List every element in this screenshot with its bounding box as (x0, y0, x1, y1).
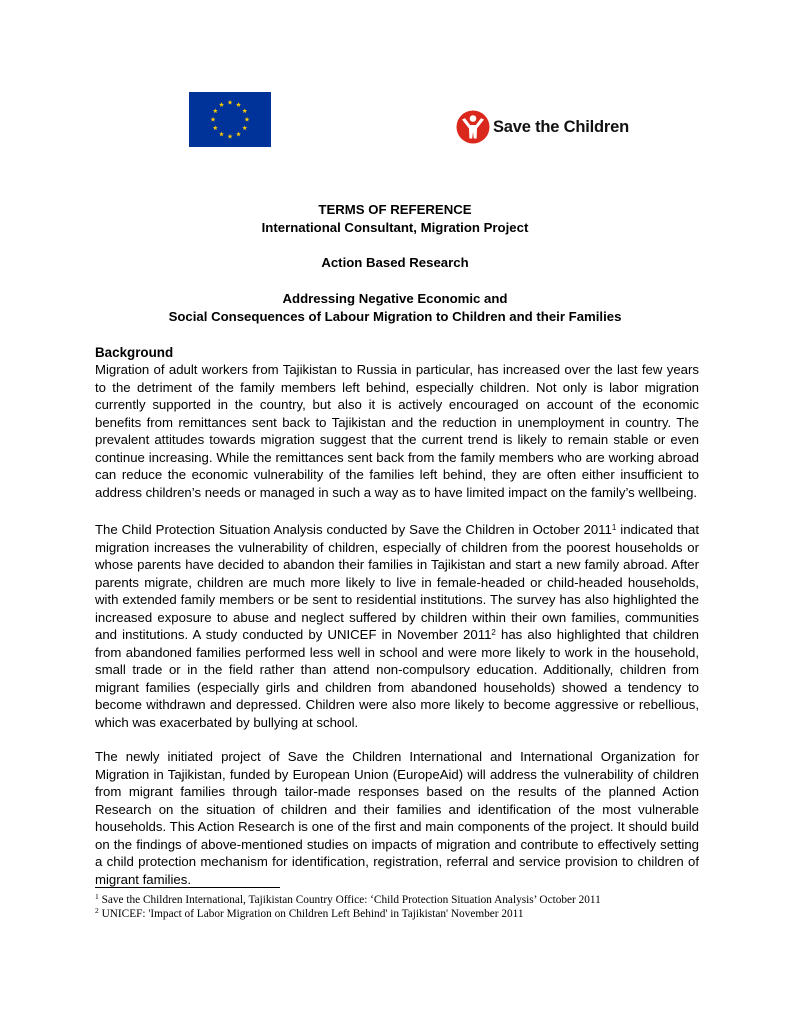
document-subtitle: Action Based Research (321, 255, 469, 270)
save-the-children-emblem-icon (456, 110, 490, 144)
footnote-2 (95, 907, 735, 921)
footnote-1-text: Save the Children International, Tajikistan Country Office: ‘Child Protection Situation Analysis’ October 2011 (98, 894, 601, 906)
eu-star-icon (219, 102, 224, 107)
eu-star-icon (228, 100, 233, 105)
footnote-ref-2[interactable]: 2 (491, 628, 496, 637)
title-line-terms: TERMS OF REFERENCE (318, 202, 472, 217)
paragraph-3: The newly initiated project of Save the Children International and International Organization for Migration in Tajikistan, funded by European Union (EuropeAid) will address the vulnerability of children from migrant families through tailor-made responses based on the results of the planned Action Research on the situation of children and their families and identification of the most vulnerable households. This Action Research is one of the first and main components of the project. It should build on the findings of above-mentioned studies on impacts of migration and contribute to effectively setting a child protection mechanism for identification, registration, referral and service provision to children of migrant families. (95, 749, 699, 887)
save-the-children-wordmark: Save the Children (493, 117, 629, 136)
paragraph-2-part-a: The Child Protection Situation Analysis conducted by Save the Children in October 2011 (95, 522, 612, 537)
topic-line-2: Social Consequences of Labour Migration to Children and their Families (168, 308, 622, 324)
footnote-ref-1[interactable]: 1 (611, 523, 617, 532)
save-the-children-logo (456, 104, 629, 150)
paragraph-2 (95, 521, 699, 731)
footnote-2-text: UNICEF: 'Impact of Labor Migration on Children Left Behind' in Tajikistan' November 2011 (98, 908, 524, 920)
paragraph-2-part-c: has also highlighted that children from abandoned families performed less well in school and were more likely to work in the household, small trade or in the field rather than attend non-compulsory education. Additionally, children from migrant families (especially girls and children from abandoned households) showed a tendency to become withdrawn and depressed. Children were also more likely to become aggressive or rebellious, which was exacerbated by bullying at school. (95, 627, 699, 730)
eu-star-icon (213, 108, 218, 113)
paragraph-2-part-b: indicated that migration increases the vulnerability of children, especially of children from the poorest households or whose parents have decided to abandon their families in Tajikistan and start a new family abroad. After parents migrate, children are much more likely to live in female-headed or child-headed households, with extended family members or be sent to residential institutions. The survey has also highlighted the increased exposure to abuse and neglect suffered by children within their own families, communities and institutions. A study conducted by UNICEF in November 2011 (95, 522, 699, 642)
eu-flag-icon (189, 92, 271, 147)
eu-star-icon (213, 125, 218, 130)
title-line-position: International Consultant, Migration Project (261, 219, 529, 235)
eu-star-icon (242, 125, 247, 130)
paragraph-1: Migration of adult workers from Tajikistan to Russia in particular, has increased over the last few years to the detriment of the family members left behind, especially children. Not only is labor migration currently supported in the country, but also it is actively encouraged on account of the economic benefits from remittances sent back to Tajikistan and the reduction in unemployment in country. The prevalent attitudes towards migration suggest that the current trend is likely to remain stable or even continue increasing. While the remittances sent back from the family members who are working abroad can reduce the economic vulnerability of the families left behind, they are often either insufficient to address children’s needs or managed in such a way as to have limited impact on the family’s wellbeing. (95, 362, 699, 500)
footnote-2-number: 2 (95, 906, 99, 915)
eu-star-icon (236, 102, 241, 107)
document-topic (95, 290, 695, 325)
document-title (95, 201, 695, 236)
section-heading-background: Background (95, 345, 174, 360)
footnote-1 (95, 893, 735, 907)
eu-star-icon (228, 134, 233, 139)
eu-star-icon (242, 108, 247, 113)
eu-star-icon (236, 132, 241, 137)
footnote-1-number: 1 (95, 892, 99, 901)
eu-stars (189, 92, 271, 147)
eu-star-icon (245, 117, 250, 122)
topic-line-1: Addressing Negative Economic and (282, 291, 508, 306)
eu-star-icon (219, 132, 224, 137)
footnote-divider (95, 887, 280, 888)
eu-star-icon (211, 117, 216, 122)
